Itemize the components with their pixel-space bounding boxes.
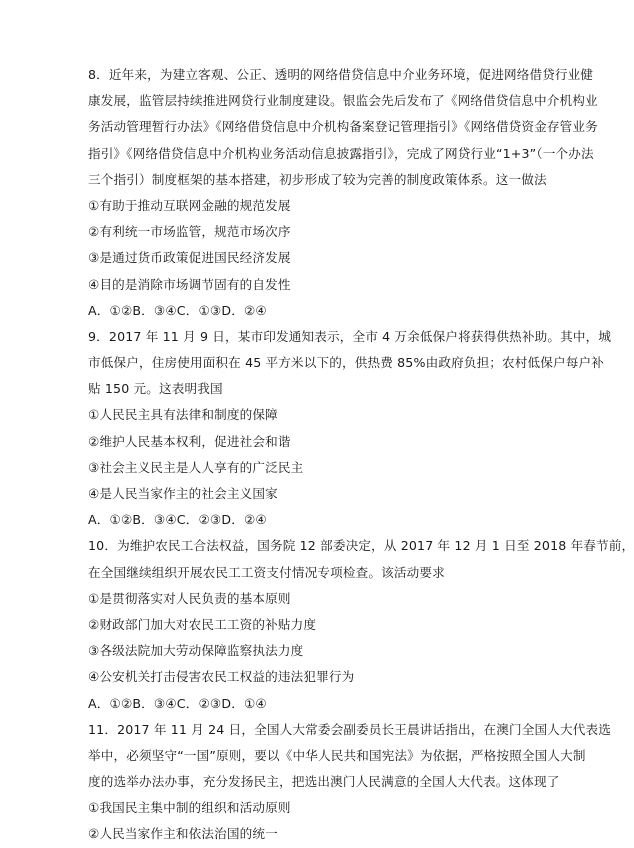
- question-stem-line: 度的选举办法办事，充分发扬民主，把选出澳门人民满意的全国人大代表。这体现了: [88, 774, 560, 790]
- answer-choices: A．①②B．③④C．①③D．②④: [88, 302, 267, 318]
- question-11: [88, 717, 611, 848]
- option-item: ①我国民主集中制的组织和活动原则: [88, 800, 291, 816]
- option-item: ②维护人民基本权利，促进社会和谐: [88, 433, 291, 449]
- question-10: [88, 533, 634, 716]
- answer-choices: A．①②B．③④C．②③D．①④: [88, 695, 267, 711]
- option-item: ③各级法院加大劳动保障监察执法力度: [88, 643, 304, 659]
- option-item: ④公安机关打击侵害农民工权益的违法犯罪行为: [88, 669, 355, 685]
- option-item: ②人民当家作主和依法治国的统一: [88, 826, 278, 842]
- option-item: ②财政部门加大对农民工工资的补贴力度: [88, 616, 317, 632]
- question-stem-line: 务活动管理暂行办法》《网络借贷信息中介机构备案登记管理指引》《网络借贷资金存管业务: [88, 119, 598, 135]
- option-item: ④目的是消除市场调节固有的自发性: [88, 276, 291, 292]
- answer-choices: A．①②B．③④C．②③D．②④: [88, 512, 267, 528]
- option-item: ③社会主义民主是人人享有的广泛民主: [88, 459, 304, 475]
- question-stem-line: 在全国继续组织开展农民工工资支付情况专项检查。该活动要求: [88, 564, 445, 580]
- question-stem-line: 三个指引）制度框架的基本搭建，初步形成了较为完善的制度政策体系。这一做法: [88, 171, 547, 187]
- question-8: [88, 62, 598, 324]
- question-9: [88, 324, 612, 534]
- question-stem-line: 贴 150 元。这表明我国: [88, 381, 223, 397]
- question-stem-line: 市低保户，住房使用面积在 45 平方米以下的，供热费 85%由政府负担；农村低保户每户补: [88, 355, 605, 371]
- option-item: ②有利统一市场监管，规范市场次序: [88, 224, 291, 240]
- question-stem-line: 10．为维护农民工合法权益，国务院 12 部委决定，从 2017 年 12 月 1 日至 2018 年春节前，: [88, 538, 634, 554]
- question-stem-line: 指引》《网络借贷信息中介机构业务活动信息披露指引》，完成了网贷行业“1+3”（一个办法: [88, 145, 594, 161]
- question-stem-line: 康发展，监管层持续推进网贷行业制度建设。银监会先后发布了《网络借贷信息中介机构业: [88, 93, 598, 109]
- question-stem-line: 举中，必须坚守“一国”原则，要以《中华人民共和国宪法》为依据，严格按照全国人大制: [88, 747, 586, 763]
- option-item: ①有助于推动互联网金融的规范发展: [88, 197, 291, 213]
- option-item: ③是通过货币政策促进国民经济发展: [88, 250, 291, 266]
- option-item: ④是人民当家作主的社会主义国家: [88, 486, 278, 501]
- question-stem-line: 8．近年来，为建立客观、公正、透明的网络借贷信息中介业务环境，促进网络借贷行业健: [88, 67, 594, 82]
- question-stem-line: 11．2017 年 11 月 24 日，全国人大常委会副委员长王晨讲话指出，在澳门全国人大代表选: [88, 721, 611, 737]
- question-stem-line: 9．2017 年 11 月 9 日，某市印发通知表示，全市 4 万余低保户将获得供热补助。其中，城: [88, 328, 612, 344]
- option-item: ①人民民主具有法律和制度的保障: [88, 407, 278, 423]
- option-item: ①是贯彻落实对人民负责的基本原则: [88, 590, 291, 606]
